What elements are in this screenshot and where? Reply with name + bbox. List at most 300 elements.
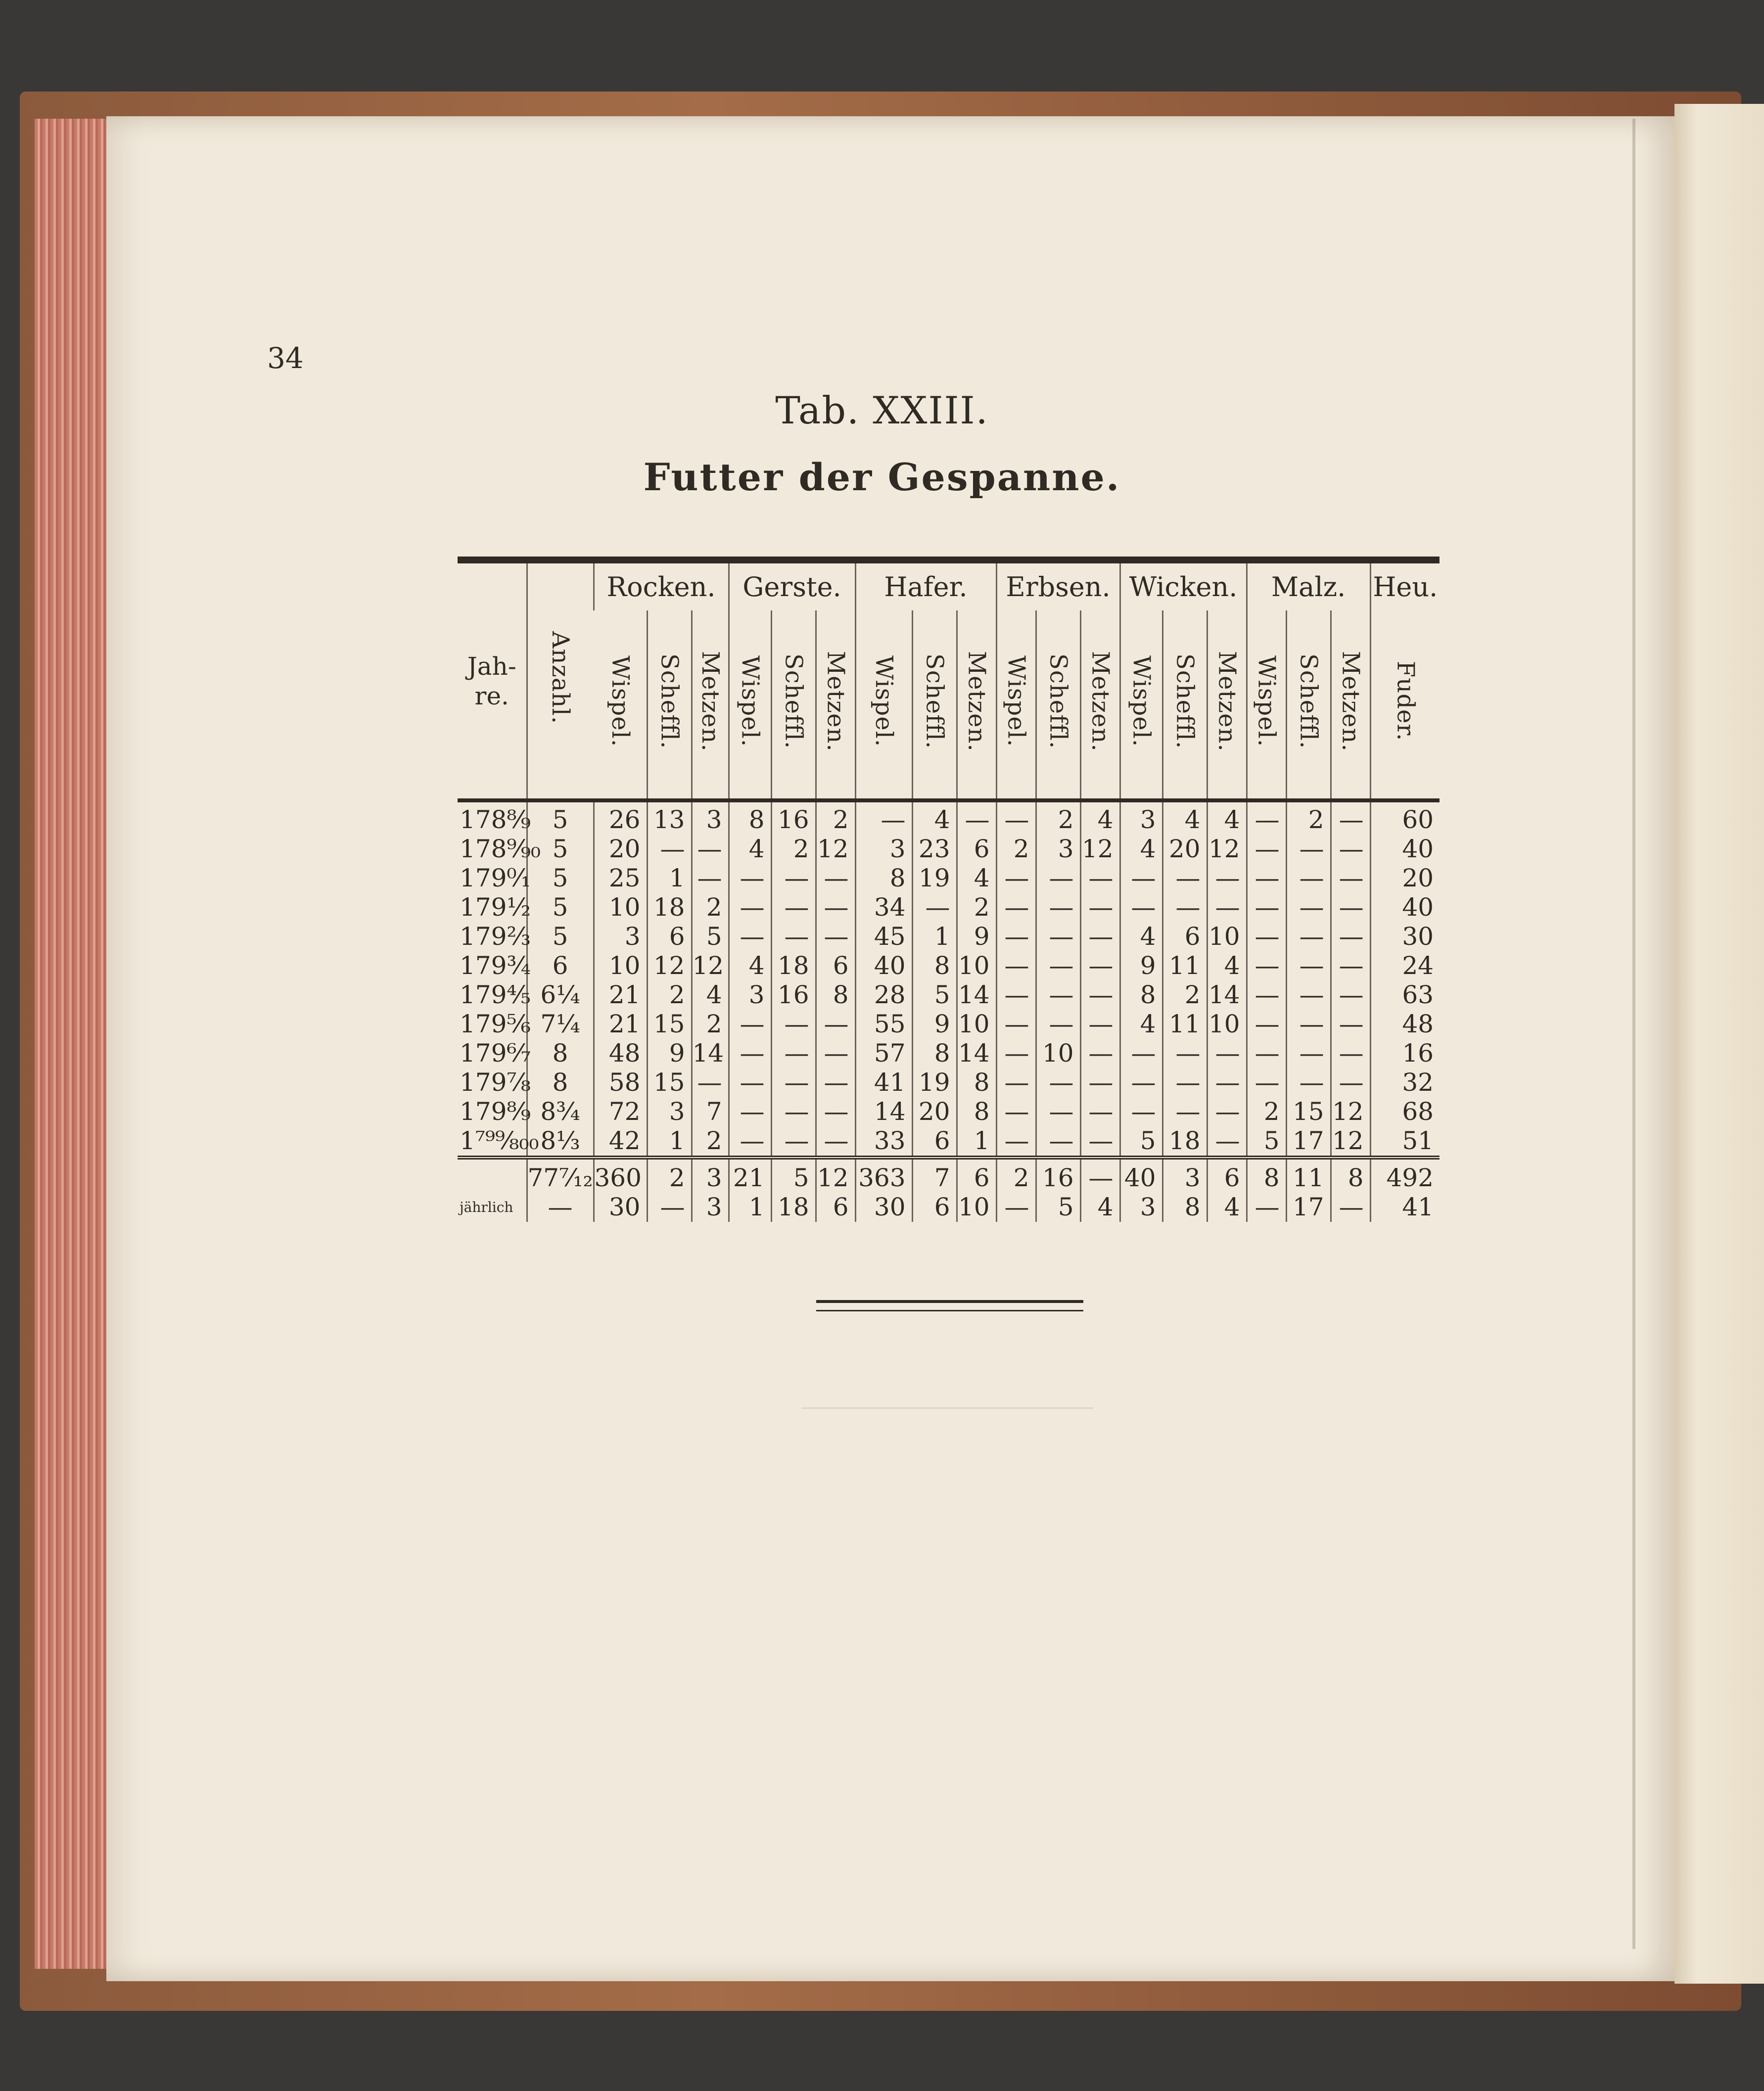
value-cell: 20	[594, 835, 647, 864]
value-cell: 16	[771, 800, 816, 835]
count-cell: 7¹⁄₄	[527, 1010, 594, 1039]
count-cell: 6	[527, 951, 594, 980]
value-cell: 17	[1286, 1126, 1331, 1158]
value-cell: 63	[1370, 980, 1439, 1010]
value-cell: 33	[855, 1126, 912, 1158]
value-cell: —	[1036, 864, 1080, 893]
subcol-scheffel: Scheffl.	[647, 610, 692, 800]
value-cell: 2	[1286, 800, 1331, 835]
value-cell: —	[729, 922, 771, 951]
table-row	[458, 893, 1439, 922]
value-cell: —	[692, 864, 729, 893]
value-cell: —	[1331, 1068, 1370, 1097]
value-cell: 12	[816, 835, 855, 864]
value-cell: —	[1247, 1193, 1286, 1222]
value-cell: —	[816, 893, 855, 922]
value-cell: —	[771, 1126, 816, 1158]
value-cell: —	[1207, 1039, 1247, 1068]
value-cell: 58	[594, 1068, 647, 1097]
value-cell: —	[729, 1010, 771, 1039]
value-cell: 3	[594, 922, 647, 951]
count-cell: 8	[527, 1039, 594, 1068]
value-cell: 3	[692, 1193, 729, 1222]
value-cell: 41	[1370, 1193, 1439, 1222]
table-body	[458, 800, 1439, 1158]
value-cell: —	[1247, 864, 1286, 893]
value-cell: 20	[1162, 835, 1207, 864]
value-cell: 10	[957, 1193, 996, 1222]
count-cell: 5	[527, 864, 594, 893]
value-cell: 2	[1247, 1097, 1286, 1126]
table-row	[458, 1068, 1439, 1097]
value-cell: 1	[647, 864, 692, 893]
value-cell: —	[1080, 951, 1120, 980]
value-cell: —	[1036, 922, 1080, 951]
value-cell: 2	[692, 893, 729, 922]
value-cell: 21	[729, 1158, 771, 1193]
value-cell: 40	[1120, 1158, 1162, 1193]
year-cell: 179⁰⁄₁	[460, 864, 531, 892]
value-cell: —	[771, 864, 816, 893]
value-cell: —	[647, 835, 692, 864]
value-cell: 40	[855, 951, 912, 980]
value-cell: 15	[1286, 1097, 1331, 1126]
subcol-wispel: Wispel.	[996, 610, 1036, 800]
value-cell: —	[1036, 893, 1080, 922]
value-cell: 3	[647, 1097, 692, 1126]
value-cell: —	[996, 1068, 1036, 1097]
bleed-through-line	[801, 1407, 1093, 1409]
value-cell: —	[1036, 1068, 1080, 1097]
value-cell: —	[729, 1126, 771, 1158]
value-cell: —	[816, 1097, 855, 1126]
value-cell: 2	[996, 1158, 1036, 1193]
value-cell: 4	[957, 864, 996, 893]
group-header-erbsen: Erbsen.	[996, 560, 1120, 610]
value-cell: —	[816, 1039, 855, 1068]
value-cell: 2	[996, 835, 1036, 864]
value-cell: —	[1036, 951, 1080, 980]
totals-label	[458, 1158, 527, 1193]
value-cell: 6	[957, 835, 996, 864]
value-cell: —	[855, 800, 912, 835]
value-cell: 15	[647, 1068, 692, 1097]
totals-label: jährlich	[460, 1199, 513, 1215]
value-cell: 16	[1036, 1158, 1080, 1193]
count-cell: 8	[527, 1068, 594, 1097]
count-cell: 5	[527, 922, 594, 951]
value-cell: 8	[729, 800, 771, 835]
value-cell: —	[1080, 1126, 1120, 1158]
subcol-wispel: Wispel.	[855, 610, 912, 800]
year-cell: 179²⁄₃	[460, 922, 531, 951]
value-cell: —	[1286, 980, 1331, 1010]
value-cell: 12	[1080, 835, 1120, 864]
value-cell: —	[729, 1097, 771, 1126]
value-cell: —	[996, 1097, 1036, 1126]
value-cell: 2	[771, 835, 816, 864]
count-cell: —	[527, 1193, 594, 1222]
value-cell: 8	[912, 951, 957, 980]
facing-page-edge	[1674, 104, 1764, 1984]
count-cell: 5	[527, 893, 594, 922]
value-cell: —	[816, 922, 855, 951]
value-cell: —	[1247, 951, 1286, 980]
value-cell: 360	[594, 1158, 647, 1193]
value-cell: —	[1207, 1068, 1247, 1097]
table-row	[458, 1010, 1439, 1039]
value-cell: 8	[1162, 1193, 1207, 1222]
value-cell: 5	[771, 1158, 816, 1193]
value-cell: —	[996, 1039, 1036, 1068]
value-cell: —	[1331, 864, 1370, 893]
table-row	[458, 951, 1439, 980]
value-cell: —	[771, 1097, 816, 1126]
subcol-metzen: Metzen.	[1207, 610, 1247, 800]
value-cell: 32	[1370, 1068, 1439, 1097]
subcol-wispel: Wispel.	[606, 655, 634, 747]
value-cell: 11	[1162, 951, 1207, 980]
value-cell: 5	[1120, 1126, 1162, 1158]
value-cell: —	[729, 1039, 771, 1068]
value-cell: 10	[1207, 922, 1247, 951]
subcol-fuder: Fuder.	[1370, 610, 1439, 800]
value-cell: —	[1162, 1097, 1207, 1126]
value-cell: 8	[1331, 1158, 1370, 1193]
value-cell: —	[1120, 864, 1162, 893]
value-cell: 1	[957, 1126, 996, 1158]
value-cell: 45	[855, 922, 912, 951]
value-cell: 18	[1162, 1126, 1207, 1158]
value-cell: 1	[729, 1193, 771, 1222]
value-cell: 5	[1247, 1126, 1286, 1158]
year-cell: 178⁸⁄₉	[458, 800, 527, 835]
subcol-scheffel: Scheffl.	[1162, 610, 1207, 800]
value-cell: —	[1120, 893, 1162, 922]
year-cell: 179⁶⁄₇	[460, 1039, 531, 1068]
value-cell: 30	[1370, 922, 1439, 951]
subcol-scheffel: Scheffl.	[1286, 610, 1331, 800]
value-cell: 25	[594, 864, 647, 893]
value-cell: 18	[647, 893, 692, 922]
subcol-metzen: Metzen.	[692, 610, 729, 800]
group-header-hafer: Hafer.	[855, 560, 996, 610]
value-cell: —	[1080, 864, 1120, 893]
value-cell: 21	[594, 980, 647, 1010]
value-cell: —	[1247, 1039, 1286, 1068]
value-cell: 48	[594, 1039, 647, 1068]
value-cell: 23	[912, 835, 957, 864]
value-cell: 3	[1036, 835, 1080, 864]
group-header-wicken: Wicken.	[1120, 560, 1247, 610]
subcol-wispel: Wispel.	[729, 610, 771, 800]
value-cell: 6	[1207, 1158, 1247, 1193]
table-row	[458, 864, 1439, 893]
value-cell: —	[996, 893, 1036, 922]
value-cell: 20	[1370, 864, 1439, 893]
value-cell: 7	[912, 1158, 957, 1193]
value-cell: —	[1080, 1039, 1120, 1068]
value-cell: —	[816, 1068, 855, 1097]
totals-row	[458, 1193, 1439, 1222]
col-header-count: Anzahl.	[527, 560, 594, 800]
value-cell: 6	[816, 1193, 855, 1222]
value-cell: —	[771, 1010, 816, 1039]
value-cell: —	[996, 1193, 1036, 1222]
value-cell: —	[1247, 893, 1286, 922]
value-cell: 4	[1207, 800, 1247, 835]
value-cell: 26	[594, 800, 647, 835]
value-cell: —	[1331, 1193, 1370, 1222]
year-cell: 179³⁄₄	[460, 951, 531, 980]
value-cell: 11	[1162, 1010, 1207, 1039]
value-cell: —	[1120, 1097, 1162, 1126]
value-cell: 4	[1080, 1193, 1120, 1222]
group-header-heu: Heu.	[1370, 560, 1439, 610]
value-cell: 10	[957, 1010, 996, 1039]
value-cell: 3	[1120, 1193, 1162, 1222]
value-cell: 2	[1162, 980, 1207, 1010]
value-cell: 3	[855, 835, 912, 864]
value-cell: 4	[1120, 835, 1162, 864]
value-cell: —	[1207, 1126, 1247, 1158]
totals-row	[458, 1158, 1439, 1193]
value-cell: —	[1162, 1039, 1207, 1068]
subcol-scheffel: Scheffl.	[771, 610, 816, 800]
value-cell: 6	[912, 1193, 957, 1222]
value-cell: —	[1247, 800, 1286, 835]
value-cell: 6	[647, 922, 692, 951]
subcol-wispel: Wispel.	[1247, 610, 1286, 800]
value-cell: 72	[594, 1097, 647, 1126]
value-cell: 6	[912, 1126, 957, 1158]
value-cell: —	[1080, 1097, 1120, 1126]
value-cell: —	[996, 980, 1036, 1010]
value-cell: 10	[957, 951, 996, 980]
value-cell: 4	[1207, 1193, 1247, 1222]
table-row	[458, 800, 1439, 835]
value-cell: —	[996, 864, 1036, 893]
value-cell: 1	[647, 1126, 692, 1158]
value-cell: 3	[692, 1158, 729, 1193]
value-cell: 2	[692, 1010, 729, 1039]
value-cell: 60	[1370, 800, 1439, 835]
value-cell: 492	[1370, 1158, 1439, 1193]
value-cell: 19	[912, 1068, 957, 1097]
value-cell: —	[1162, 1068, 1207, 1097]
value-cell: —	[1331, 1010, 1370, 1039]
year-cell: 179⁴⁄₅	[460, 980, 531, 1009]
value-cell: —	[692, 1068, 729, 1097]
year-cell: 179⁷⁄₈	[460, 1068, 531, 1097]
table-row	[458, 980, 1439, 1010]
value-cell: 4	[729, 951, 771, 980]
table-row	[458, 1039, 1439, 1068]
value-cell: 18	[771, 1193, 816, 1222]
value-cell: —	[729, 864, 771, 893]
value-cell: 5	[912, 980, 957, 1010]
value-cell: —	[1207, 893, 1247, 922]
value-cell: 15	[647, 1010, 692, 1039]
value-cell: 24	[1370, 951, 1439, 980]
value-cell: —	[1080, 1010, 1120, 1039]
value-cell: 2	[1036, 800, 1080, 835]
value-cell: —	[692, 835, 729, 864]
value-cell: 18	[771, 951, 816, 980]
value-cell: 3	[729, 980, 771, 1010]
value-cell: —	[771, 893, 816, 922]
value-cell: 6	[1162, 922, 1207, 951]
subcol-wispel: Wispel.	[1120, 610, 1162, 800]
value-cell: 3	[1120, 800, 1162, 835]
value-cell: —	[1331, 835, 1370, 864]
value-cell: 8	[957, 1097, 996, 1126]
value-cell: 2	[692, 1126, 729, 1158]
value-cell: 14	[855, 1097, 912, 1126]
value-cell: 5	[1036, 1193, 1080, 1222]
value-cell: 16	[1370, 1039, 1439, 1068]
col-header-years: Jah- re.	[458, 560, 527, 800]
value-cell: —	[771, 922, 816, 951]
value-cell: 3	[692, 800, 729, 835]
value-cell: 10	[594, 893, 647, 922]
value-cell: 6	[816, 951, 855, 980]
page-number: 34	[267, 341, 304, 375]
value-cell: —	[1080, 1068, 1120, 1097]
value-cell: 17	[1286, 1193, 1331, 1222]
value-cell: 12	[692, 951, 729, 980]
value-cell: —	[1207, 1097, 1247, 1126]
value-cell: 57	[855, 1039, 912, 1068]
value-cell: —	[1120, 1068, 1162, 1097]
value-cell: 2	[647, 980, 692, 1010]
value-cell: —	[1120, 1039, 1162, 1068]
value-cell: —	[1036, 1010, 1080, 1039]
value-cell: 12	[816, 1158, 855, 1193]
value-cell: 55	[855, 1010, 912, 1039]
year-cell: 179⁸⁄₉	[460, 1097, 531, 1126]
value-cell: 11	[1286, 1158, 1331, 1193]
value-cell: 2	[816, 800, 855, 835]
value-cell: 12	[1331, 1126, 1370, 1158]
value-cell: —	[1080, 922, 1120, 951]
value-cell: —	[996, 951, 1036, 980]
table-title: Tab. XXIII.	[775, 388, 989, 432]
value-cell: 2	[647, 1158, 692, 1193]
value-cell: —	[1080, 1158, 1120, 1193]
value-cell: —	[1331, 1039, 1370, 1068]
value-cell: —	[1331, 922, 1370, 951]
value-cell: —	[647, 1193, 692, 1222]
value-cell: —	[1207, 864, 1247, 893]
value-cell: 14	[1207, 980, 1247, 1010]
value-cell: 9	[957, 922, 996, 951]
table-row	[458, 1097, 1439, 1126]
value-cell: 30	[594, 1193, 647, 1222]
value-cell: 4	[729, 835, 771, 864]
group-header-gerste: Gerste.	[729, 560, 855, 610]
subcol-scheffel: Scheffl.	[1036, 610, 1080, 800]
value-cell: 16	[771, 980, 816, 1010]
count-cell: 6¹⁄₄	[527, 980, 594, 1010]
value-cell: 4	[1162, 800, 1207, 835]
value-cell: 30	[855, 1193, 912, 1222]
value-cell: 14	[692, 1039, 729, 1068]
value-cell: —	[816, 864, 855, 893]
value-cell: —	[1331, 800, 1370, 835]
table-row	[458, 1126, 1439, 1158]
value-cell: 21	[594, 1010, 647, 1039]
value-cell: 12	[647, 951, 692, 980]
count-cell: 5	[527, 835, 594, 864]
value-cell: —	[1162, 864, 1207, 893]
value-cell: —	[816, 1126, 855, 1158]
value-cell: —	[1286, 922, 1331, 951]
value-cell: 3	[1162, 1158, 1207, 1193]
value-cell: 4	[1207, 951, 1247, 980]
group-header-rocken: Rocken.	[594, 560, 729, 610]
value-cell: —	[1247, 922, 1286, 951]
value-cell: 363	[855, 1158, 912, 1193]
year-cell: 179⁵⁄₆	[460, 1010, 531, 1038]
count-cell: 5	[527, 800, 594, 835]
value-cell: —	[1286, 1068, 1331, 1097]
year-cell: 179¹⁄₂	[460, 893, 531, 922]
count-cell: 8³⁄₄	[527, 1097, 594, 1126]
value-cell: —	[1247, 835, 1286, 864]
count-cell: 77⁷⁄₁₂	[527, 1158, 594, 1193]
value-cell: 8	[855, 864, 912, 893]
value-cell: —	[1036, 1097, 1080, 1126]
value-cell: —	[1080, 980, 1120, 1010]
value-cell: 19	[912, 864, 957, 893]
value-cell: 20	[912, 1097, 957, 1126]
value-cell: —	[1247, 1068, 1286, 1097]
value-cell: 10	[594, 951, 647, 980]
subcol-metzen: Metzen.	[1331, 610, 1370, 800]
fodder-table-wrap	[458, 557, 1439, 1222]
value-cell: 1	[912, 922, 957, 951]
value-cell: 4	[1120, 1010, 1162, 1039]
value-cell: 4	[1120, 922, 1162, 951]
value-cell: 12	[1331, 1097, 1370, 1126]
value-cell: 13	[647, 800, 692, 835]
closing-ornament	[816, 1300, 1083, 1311]
value-cell: 28	[855, 980, 912, 1010]
value-cell: —	[957, 800, 996, 835]
year-cell: 1⁷⁹⁹⁄₈₀₀	[460, 1126, 539, 1155]
value-cell: —	[1162, 893, 1207, 922]
value-cell: —	[996, 922, 1036, 951]
value-cell: 8	[957, 1068, 996, 1097]
subcol-metzen: Metzen.	[957, 610, 996, 800]
value-cell: 4	[1080, 800, 1120, 835]
value-cell: 9	[912, 1010, 957, 1039]
value-cell: 9	[647, 1039, 692, 1068]
value-cell: 4	[692, 980, 729, 1010]
value-cell: 10	[1036, 1039, 1080, 1068]
value-cell: 7	[692, 1097, 729, 1126]
value-cell: 8	[912, 1039, 957, 1068]
table-row	[458, 835, 1439, 864]
value-cell: —	[1286, 951, 1331, 980]
value-cell: —	[729, 1068, 771, 1097]
value-cell: —	[1247, 980, 1286, 1010]
value-cell: —	[996, 800, 1036, 835]
value-cell: —	[1247, 1010, 1286, 1039]
value-cell: —	[1286, 864, 1331, 893]
value-cell: —	[996, 1010, 1036, 1039]
